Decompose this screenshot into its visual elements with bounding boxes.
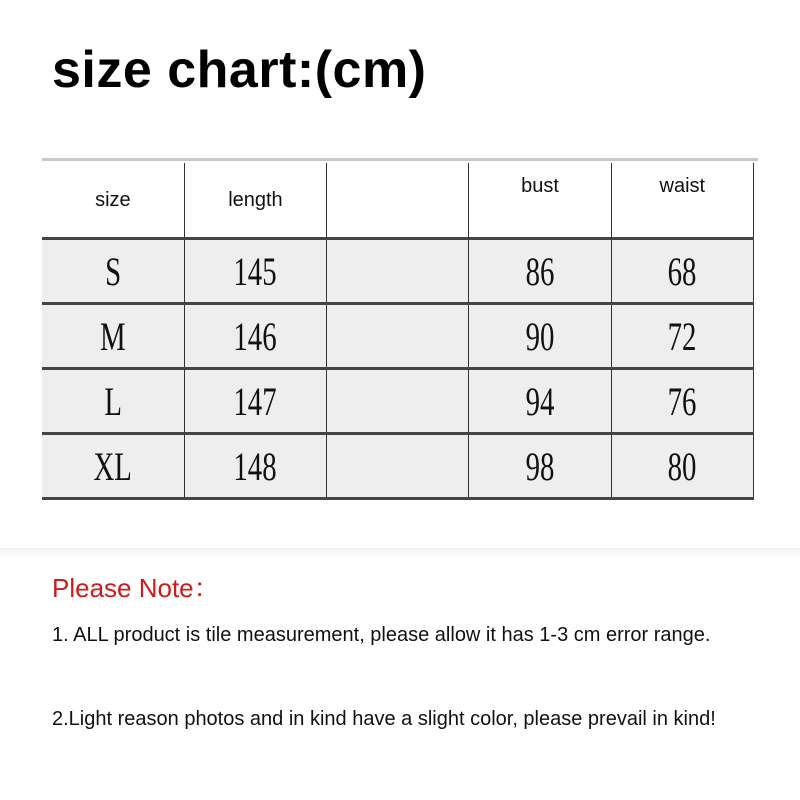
cell-length: 146 [184, 304, 326, 369]
table-header-row [42, 163, 754, 239]
header-empty [327, 163, 469, 239]
note-line-1: 1. ALL product is tile measurement, please allow it has 1-3 cm error range. [52, 624, 711, 646]
cell-bust: 90 [469, 304, 611, 369]
page-title: size chart:(cm) [52, 41, 427, 99]
cell-empty [327, 239, 469, 304]
header-size: size [42, 163, 184, 239]
header-bust: bust [469, 163, 611, 239]
cell-size: M [42, 304, 184, 369]
table-row [42, 369, 754, 434]
note-line-2: 2.Light reason photos and in kind have a slight color, please prevail in kind! [52, 708, 716, 730]
cell-length: 145 [184, 239, 326, 304]
header-waist: waist [611, 163, 753, 239]
cell-waist: 76 [611, 369, 753, 434]
table-row [42, 304, 754, 369]
divider [0, 548, 800, 558]
cell-length: 148 [184, 434, 326, 499]
table-row [42, 434, 754, 499]
size-table [42, 163, 754, 500]
note-title: Please Note： [52, 573, 220, 603]
header-length: length [184, 163, 326, 239]
cell-empty [327, 369, 469, 434]
cell-size: S [42, 239, 184, 304]
cell-bust: 98 [469, 434, 611, 499]
cell-length: 147 [184, 369, 326, 434]
cell-waist: 68 [611, 239, 753, 304]
table-top-rule [42, 158, 758, 161]
cell-bust: 94 [469, 369, 611, 434]
cell-bust: 86 [469, 239, 611, 304]
cell-size: L [42, 369, 184, 434]
table-row [42, 239, 754, 304]
size-table-container [42, 158, 758, 503]
cell-empty [327, 434, 469, 499]
cell-size: XL [42, 434, 184, 499]
cell-empty [327, 304, 469, 369]
cell-waist: 80 [611, 434, 753, 499]
cell-waist: 72 [611, 304, 753, 369]
